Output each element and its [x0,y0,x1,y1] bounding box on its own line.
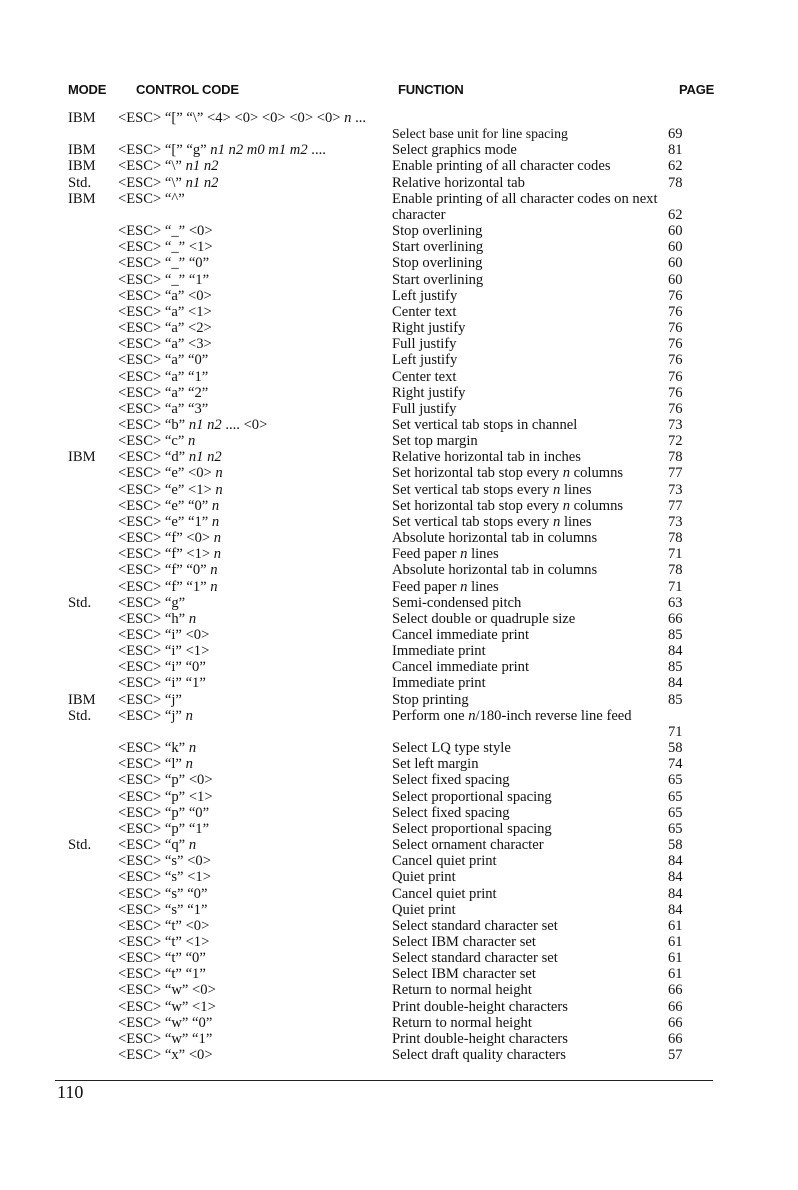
page-cell: 57 [668,1047,683,1064]
function-cell: Center text [392,303,457,320]
control-code-cell: <ESC> “p” <0> [118,772,213,789]
control-code-cell: <ESC> “w” “1” [118,1030,213,1047]
page-cell: 76 [668,400,683,417]
table-row [0,1047,798,1063]
control-code-cell: <ESC> “a” <1> [118,303,212,320]
function-cell: Start overlining [392,271,484,288]
page-cell: 65 [668,772,683,789]
page-cell: 60 [668,271,683,288]
table-row [0,482,798,498]
table-row [0,336,798,352]
function-cell: Select IBM character set [392,933,536,950]
function-cell: Cancel quiet print [392,885,497,902]
page-cell: 77 [668,497,683,514]
table-row [0,805,798,821]
control-code-cell: <ESC> “s” <0> [118,853,211,870]
table-row [0,304,798,320]
page-cell: 66 [668,982,683,999]
table-row [0,449,798,465]
control-code-cell: <ESC> “a” <0> [118,287,212,304]
control-code-cell: <ESC> “g” [118,594,186,611]
table-row [0,562,798,578]
page-cell: 76 [668,368,683,385]
table-row [0,837,798,853]
function-cell: Absolute horizontal tab in columns [392,562,598,579]
page-cell: 69 [668,126,683,143]
control-code-cell: <ESC> “q” n [118,837,197,854]
page-cell: 78 [668,530,683,547]
page-cell: 62 [668,158,683,175]
page-cell: 85 [668,691,683,708]
page-cell: 74 [668,756,683,773]
control-code-cell: <ESC> “f” “0” n [118,562,218,579]
control-code-cell: <ESC> “i” “0” [118,659,206,676]
mode-cell: Std. [68,707,92,724]
column-header-page: PAGE [679,82,715,97]
function-cell: Return to normal height [392,982,532,999]
function-cell: Absolute horizontal tab in columns [392,530,598,547]
control-code-cell: <ESC> “w” <0> [118,982,216,999]
function-cell: Set horizontal tab stop every n columns [392,465,624,482]
function-cell: Relative horizontal tab in inches [392,449,581,466]
function-cell: Start overlining [392,239,484,256]
page-cell: 65 [668,788,683,805]
function-cell: Print double-height characters [392,1030,568,1047]
table-row [0,465,798,481]
control-code-cell: <ESC> “j” [118,691,182,708]
function-cell: Full justify [392,336,457,353]
page-cell: 78 [668,562,683,579]
mode-cell: IBM [68,142,96,159]
control-code-cell: <ESC> “p” <1> [118,788,213,805]
control-code-cell: <ESC> “\” n1 n2 [118,174,219,191]
control-code-cell: <ESC> “^” [118,190,185,207]
function-cell: Cancel quiet print [392,853,497,870]
function-cell: Center text [392,368,457,385]
table-row [0,756,798,772]
mode-cell: IBM [68,691,96,708]
page-cell: 58 [668,837,683,854]
table-row [0,255,798,271]
control-code-cell: <ESC> “[” “g” n1 n2 m0 m1 m2 .... [118,142,326,159]
page-cell: 60 [668,255,683,272]
function-cell: Select base unit for line spacing [392,126,568,142]
table-row [0,982,798,998]
column-header-control-code: CONTROL CODE [136,82,239,97]
page-cell: 58 [668,740,683,757]
function-cell: Select proportional spacing [392,820,552,837]
control-code-cell: <ESC> “e” <1> n [118,481,223,498]
table-row [0,934,798,950]
table-row [0,320,798,336]
page-cell: 71 [668,723,683,740]
control-code-cell: <ESC> “f” <1> n [118,546,222,563]
page-cell: 76 [668,303,683,320]
control-code-cell: <ESC> “d” n1 n2 [118,449,222,466]
function-cell: Select draft quality characters [392,1047,566,1064]
function-cell: Select fixed spacing [392,804,510,821]
control-code-cell: <ESC> “i” “1” [118,675,206,692]
control-code-cell: <ESC> “b” n1 n2 .... <0> [118,416,268,433]
table-row [0,869,798,885]
mode-cell: IBM [68,190,96,207]
control-code-cell: <ESC> “t” <1> [118,933,210,950]
page-cell: 61 [668,933,683,950]
control-code-cell: <ESC> “x” <0> [118,1047,213,1064]
control-code-cell: <ESC> “e” “1” n [118,513,220,530]
function-cell: Set top margin [392,433,478,450]
control-code-cell: <ESC> “s” “0” [118,885,208,902]
table-row [0,918,798,934]
table-row [0,950,798,966]
function-cell: Left justify [392,287,458,304]
table-row [0,1031,798,1047]
control-code-cell: <ESC> “w” “0” [118,1014,213,1031]
function-cell: Select LQ type style [392,740,511,757]
table-row [0,772,798,788]
function-cell: Enable printing of all character codes on next character [392,190,658,223]
page-cell: 66 [668,1030,683,1047]
control-code-cell: <ESC> “\” n1 n2 [118,158,219,175]
control-code-cell: <ESC> “i” <0> [118,627,210,643]
control-code-cell: <ESC> “_” “0” [118,255,210,272]
function-cell: Return to normal height [392,1014,532,1031]
function-cell: Stop printing [392,691,469,708]
mode-cell: Std. [68,837,92,854]
page-cell: 65 [668,820,683,837]
function-cell: Stop overlining [392,255,483,272]
page-cell: 71 [668,546,683,563]
function-cell: Immediate print [392,675,486,692]
table-row [0,433,798,449]
table-row [0,110,798,142]
table-row [0,239,798,255]
control-code-cell: <ESC> “w” <1> [118,998,216,1015]
control-code-cell: <ESC> “f” <0> n [118,530,222,547]
table-row [0,886,798,902]
control-code-cell: <ESC> “h” n [118,610,197,627]
control-code-cell: <ESC> “_” “1” [118,271,210,288]
function-cell: Semi-condensed pitch [392,594,522,611]
table-row [0,401,798,417]
control-code-cell: <ESC> “k” n [118,740,197,757]
control-code-cell: <ESC> “a” <3> [118,336,212,353]
table-row [0,498,798,514]
function-cell: Cancel immediate print [392,627,530,643]
control-code-cell: <ESC> “l” n [118,756,193,773]
function-cell: Relative horizontal tab [392,174,525,191]
page-cell: 60 [668,239,683,256]
page-cell: 73 [668,513,683,530]
page-cell: 84 [668,885,683,902]
function-cell: Feed paper n lines [392,546,499,563]
page-cell: 84 [668,675,683,692]
function-cell: Left justify [392,352,458,369]
page-cell: 76 [668,336,683,353]
page-cell: 84 [668,643,683,660]
function-cell: Select IBM character set [392,966,536,983]
mode-cell: Std. [68,594,92,611]
function-cell: Stop overlining [392,223,483,240]
function-cell: Full justify [392,400,457,417]
mode-cell: IBM [68,449,96,466]
table-row [0,611,798,627]
control-code-cell: <ESC> “_” <1> [118,239,213,256]
table-row [0,272,798,288]
function-cell: Select ornament character [392,837,544,854]
function-cell: Feed paper n lines [392,578,499,595]
mode-cell: IBM [68,158,96,175]
function-cell: Set vertical tab stops every n lines [392,481,592,498]
page-cell: 85 [668,627,683,643]
control-code-cell: <ESC> “t” “0” [118,950,206,967]
table-row [0,546,798,562]
table-row [0,627,798,643]
function-cell: Select standard character set [392,917,558,934]
page-cell: 71 [668,578,683,595]
control-code-cell: <ESC> “s” “1” [118,901,208,918]
page-cell: 78 [668,174,683,191]
table-row [0,158,798,174]
control-code-cell: <ESC> “a” “1” [118,368,209,385]
function-cell: Select graphics mode [392,142,517,159]
page-cell: 76 [668,384,683,401]
table-row [0,902,798,918]
function-cell: Cancel immediate print [392,659,530,676]
page-cell: 63 [668,594,683,611]
function-cell: Select proportional spacing [392,788,552,805]
control-code-cell: <ESC> “a” <2> [118,320,212,337]
page-cell: 65 [668,804,683,821]
function-cell: Quiet print [392,869,456,886]
page-cell: 81 [668,142,683,159]
page-cell: 66 [668,610,683,627]
control-code-cell: <ESC> “j” n [118,707,193,724]
table-row [0,352,798,368]
table-row [0,966,798,982]
table-row [0,142,798,158]
table-row [0,595,798,611]
table-row [0,191,798,223]
table-row [0,821,798,837]
page-cell: 73 [668,416,683,433]
table-row [0,223,798,239]
function-cell: Select fixed spacing [392,772,510,789]
page-cell: 76 [668,352,683,369]
control-code-cell: <ESC> “[” “\” <4> <0> <0> <0> <0> n ... [118,110,367,126]
table-row [0,385,798,401]
control-code-cell: <ESC> “_” <0> [118,223,213,240]
function-cell: Right justify [392,384,466,401]
page-cell: 84 [668,901,683,918]
function-cell: Right justify [392,320,466,337]
table-row [0,740,798,756]
table-row [0,288,798,304]
table-row [0,789,798,805]
control-code-cell: <ESC> “i” <1> [118,643,210,660]
command-table [0,110,798,1063]
function-cell: Print double-height characters [392,998,568,1015]
page-cell: 85 [668,659,683,676]
function-cell: Quiet print [392,901,456,918]
page-cell: 78 [668,449,683,466]
page-cell: 77 [668,465,683,482]
column-header-function: FUNCTION [398,82,464,97]
table-row [0,530,798,546]
page-cell: 66 [668,1014,683,1031]
control-code-cell: <ESC> “t” “1” [118,966,206,983]
function-cell: Set vertical tab stops in channel [392,416,578,433]
function-cell: Set horizontal tab stop every n columns [392,497,624,514]
table-row [0,659,798,675]
page-cell: 61 [668,950,683,967]
control-code-cell: <ESC> “e” <0> n [118,465,223,482]
page-cell: 76 [668,287,683,304]
table-row [0,675,798,691]
table-row [0,417,798,433]
table-row [0,692,798,708]
table-row [0,369,798,385]
control-code-cell: <ESC> “p” “0” [118,804,210,821]
control-code-cell: <ESC> “t” <0> [118,917,210,934]
table-row [0,514,798,530]
function-cell: Set vertical tab stops every n lines [392,513,592,530]
mode-cell: Std. [68,174,92,191]
page-cell: 73 [668,481,683,498]
function-cell: Set left margin [392,756,479,773]
function-cell: Immediate print [392,643,486,660]
page-number: 110 [57,1082,84,1102]
control-code-cell: <ESC> “s” <1> [118,869,211,886]
function-cell: Perform one n/180-inch reverse line feed [392,707,632,724]
table-row [0,853,798,869]
control-code-cell: <ESC> “f” “1” n [118,578,218,595]
function-cell: Enable printing of all character codes [392,158,611,175]
function-cell: Select double or quadruple size [392,610,576,627]
column-header-mode: MODE [68,82,107,97]
table-row [0,643,798,659]
table-row [0,708,798,740]
control-code-cell: <ESC> “a” “3” [118,400,209,417]
control-code-cell: <ESC> “e” “0” n [118,497,220,514]
page-cell: 61 [668,966,683,983]
page-cell: 62 [668,206,683,223]
page-cell: 61 [668,917,683,934]
control-code-cell: <ESC> “a” “2” [118,384,209,401]
table-row [0,579,798,595]
control-code-cell: <ESC> “a” “0” [118,352,209,369]
table-row [0,1015,798,1031]
page-cell: 72 [668,433,683,450]
page-cell: 76 [668,320,683,337]
control-code-cell: <ESC> “p” “1” [118,820,210,837]
table-row [0,999,798,1015]
page-cell: 84 [668,869,683,886]
function-cell: Select standard character set [392,950,558,967]
page-cell: 84 [668,853,683,870]
footer-rule [55,1080,713,1081]
page-cell: 66 [668,998,683,1015]
control-code-cell: <ESC> “c” n [118,433,196,450]
mode-cell: IBM [68,110,96,126]
page-cell: 60 [668,223,683,240]
table-row [0,175,798,191]
